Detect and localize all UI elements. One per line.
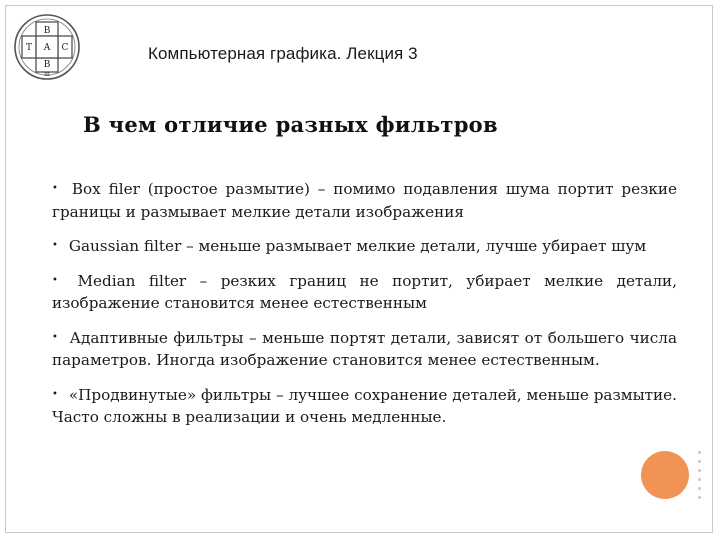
slide-title: В чем отличие разных фильтров — [83, 112, 498, 137]
bullet-dot-icon: • — [52, 331, 58, 343]
logo-letter-right: С — [61, 43, 69, 53]
bullet-item-median-filter — [52, 270, 677, 315]
bullet-list — [52, 178, 677, 441]
bullet-text: Box filer (простое размытие) – помимо подавления шума портит резкие границы и размывает мелкие детали изображения — [52, 180, 678, 221]
bullet-dot-icon: • — [52, 274, 58, 286]
logo-letter-base: Ш — [44, 72, 50, 78]
bullet-text: Median filter – резких границ не портит, убирает мелкие детали, изображение становится менее естественным — [52, 271, 677, 312]
logo-letter-top: В — [43, 26, 51, 36]
bullet-dot-icon: • — [52, 388, 58, 400]
bullet-dot-icon: • — [52, 183, 58, 194]
bullet-item-adaptive-filters — [52, 327, 677, 372]
bullet-text: Gaussian filter – меньше размывает мелкие детали, лучше убирает шум — [68, 237, 647, 255]
logo-letter-center: А — [43, 43, 51, 53]
course-header: Компьютерная графика. Лекция 3 — [148, 44, 418, 63]
university-seal-logo — [12, 12, 82, 82]
bullet-text: «Продвинутые» фильтры – лучшее сохранение деталей, меньше размытие. Часто сложны в реализации и очень медленные. — [52, 385, 677, 426]
decorative-dots — [696, 445, 702, 535]
bullet-text: Адаптивные фильтры – меньше портят детали, зависят от большего числа параметров. Иногда изображение становится менее естественным. — [52, 328, 678, 369]
bullet-dot-icon: • — [52, 240, 58, 251]
bullet-item-advanced-filters — [52, 384, 677, 429]
accent-circle — [641, 451, 689, 499]
logo-letter-bottom: В — [43, 60, 51, 70]
bullet-item-box-filter — [52, 178, 677, 223]
bullet-item-gaussian-filter — [52, 235, 677, 258]
logo-letter-left: Т — [25, 43, 33, 53]
